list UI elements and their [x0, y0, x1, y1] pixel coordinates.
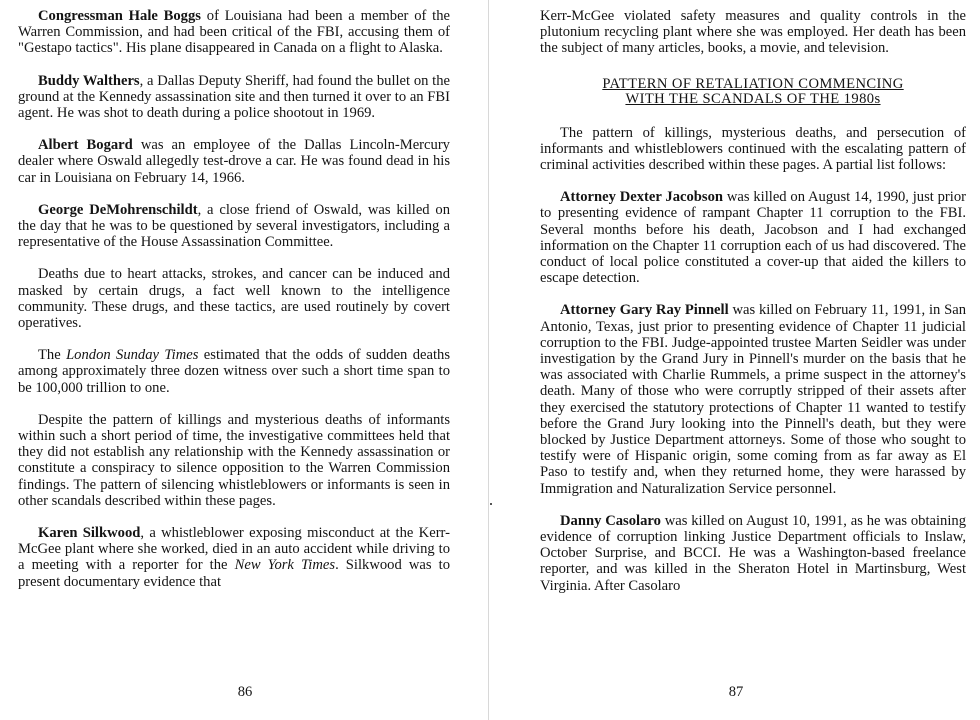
publication-title: London Sunday Times	[66, 347, 199, 364]
page-number-right: 87	[728, 683, 744, 700]
section-heading-line-1: PATTERN OF RETALIATION COMMENCING	[602, 75, 904, 92]
name-george-demohrenschildt: George DeMohrenschildt	[38, 201, 198, 218]
paragraph-text: The	[38, 347, 67, 364]
name-dexter-jacobson: Attorney Dexter Jacobson	[560, 189, 724, 206]
paragraph-karen-silkwood	[18, 525, 450, 590]
paragraph-gary-ray-pinnell	[540, 302, 966, 496]
paragraph-hale-boggs	[18, 8, 450, 57]
paragraph-london-sunday-times	[18, 347, 450, 396]
paragraph-continuation: Kerr-McGee violated safety measures and quality controls in the plutonium recycling plant where she was employed. Her death has been the subject of many articles, books, a movie, and television.	[540, 8, 966, 57]
paragraph-albert-bogard	[18, 137, 450, 186]
name-karen-silkwood: Karen Silkwood	[38, 525, 141, 542]
paragraph-text: was killed on February 11, 1991, in San Antonio, Texas, just prior to presenting evidence of Chapter 11 judicial corruption to the FBI. Judge-appointed trustee Marten Seidler was under investigation by the Grand Jury in Pinnell's murder on the basis that he was associated with Charlie Rummels, a prime suspect in the attorney's death. Many of those who were corruptly stripped of their assets after they exercised the statutory protections of Chapter 11 wanted to testify before the Grand Jury looking into the Pinnell's death, but they were blocked by Justice Department attorneys. Some of those who sought to testify were of Hispanic origin, some coming from as far away as El Paso to testify and, when they returned home, they were harassed by Immigration and Naturalization Service personnel.	[540, 302, 966, 497]
paragraph-induced-deaths: Deaths due to heart attacks, strokes, and cancer can be induced and masked by certain drugs, a fact well known to the intelligence community. These drugs, and these tactics, are used routinely by covert operatives.	[18, 266, 450, 332]
paragraph-text: estimated that the odds of sudden deaths among approximately three dozen witness over such a short time span to be 100,000 trillion to one.	[18, 347, 451, 396]
paragraph-text: , a whistleblower exposing misconduct at the Kerr-McGee plant where she worked, died in an auto accident while driving to a meeting with a reporter for the	[18, 525, 450, 574]
section-heading-line-2: WITH THE SCANDALS OF THE 1980s	[625, 90, 881, 107]
paragraph-text: was an employee of the Dallas Lincoln-Mercury dealer where Oswald allegedly test-drove a car. He was found dead in his car in Louisiana on February 14, 1966.	[18, 137, 450, 186]
paragraph-text: was killed on August 10, 1991, as he was obtaining evidence of corruption linking Justice Department officials to Inslaw, October Surprise, and BCCI. He was a Washington-based freelance reporter, and was killed in the Sheraton Hotel in Martinsburg, West Virginia. After Casolaro	[540, 512, 966, 594]
name-albert-bogard: Albert Bogard	[38, 137, 133, 154]
publication-title: New York Times	[234, 557, 336, 574]
name-hale-boggs: Congressman Hale Boggs	[38, 8, 201, 24]
paragraph-danny-casolaro	[540, 513, 966, 594]
name-gary-ray-pinnell: Attorney Gary Ray Pinnell	[560, 302, 729, 319]
paragraph-text: , a Dallas Deputy Sheriff, had found the bullet on the ground at the Kennedy assassination site and then turned it over to an FBI agent. He was shot to death during a police shootout in 1969.	[18, 72, 451, 122]
paragraph-intro: The pattern of killings, mysterious deaths, and persecution of informants and whistleblowers continued with the escalating pattern of criminal activities described within these pages. A partial list follows:	[540, 124, 966, 174]
paragraph-buddy-walthers	[18, 73, 450, 122]
right-page	[492, 0, 980, 720]
gutter-line	[488, 0, 489, 720]
paragraph-dexter-jacobson	[540, 189, 966, 286]
paragraph-text: , a close friend of Oswald, was killed on the day that he was to be questioned by several investigators, including a representative of the House Assassination Committee.	[18, 201, 450, 251]
paragraph-text: of Louisiana had been a member of the Warren Commission, and had been critical of the FBI, accusing them of "Gestapo tactics". His plane disappeared in Canada on a flight to Alaska.	[18, 8, 450, 57]
paragraph-pattern-of-killings: Despite the pattern of killings and mysterious deaths of informants within such a short period of time, the investigative committees held that they did not establish any relationship with the Kennedy assassination or constitute a conspiracy to silence opposition to the Warren Commission findings. The pattern of silencing whistleblowers or informants is seen in other scandals described within these pages.	[18, 411, 450, 509]
section-heading	[540, 77, 966, 107]
page-number-left: 86	[237, 683, 253, 700]
name-danny-casolaro: Danny Casolaro	[560, 512, 661, 529]
name-buddy-walthers: Buddy Walthers	[38, 72, 140, 89]
paragraph-text: . Silkwood was to present documentary evidence that	[18, 557, 450, 590]
paragraph-george-demohrenschildt	[18, 202, 450, 251]
paragraph-text: was killed on August 14, 1990, just prior to presenting evidence of rampant Chapter 11 corruption to the FBI. Several months before his death, Jacobson and I had exchanged information on the Chapter 11 corruption each of us had discovered. The conduct of local police constituted a cover-up that aided the killers to escape detection.	[540, 189, 966, 287]
